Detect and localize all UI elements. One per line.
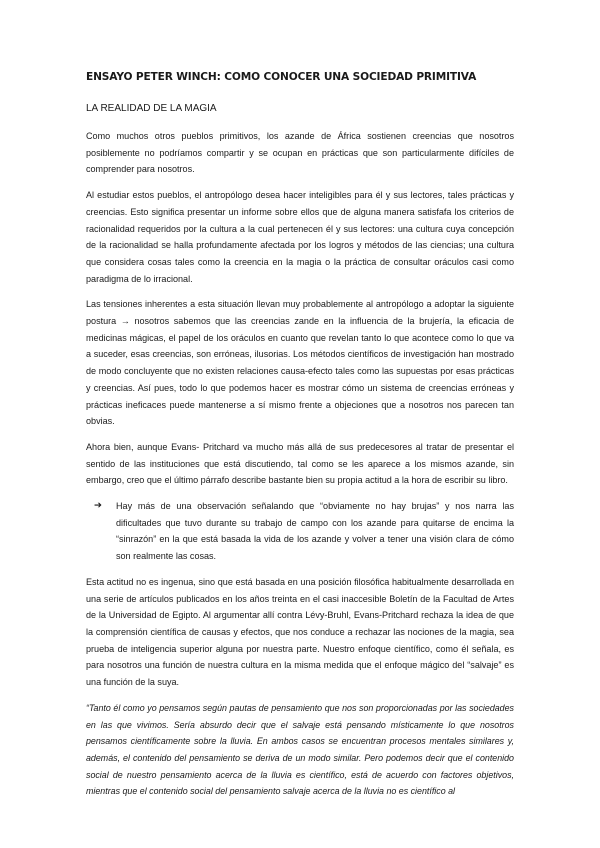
paragraph: Las tensiones inherentes a esta situación llevan muy probablemente al antropólogo a adoptar la siguiente postura → nosotros sabemos que las creencias zande en la influencia de la brujería, la eficacia de medicinas mágicas, el papel de los oráculos en cuanto que revelan tanto lo que acontece como lo que va a suceder, esas creencias, son erróneas, ilusorias. Los métodos científicos de investigación han mostrado de modo concluyente que no existen relaciones causa-efecto tales como las supuestas por esas prácticas y creencias. Así pues, todo lo que podemos hacer es mostrar cómo un sistema de creencias erróneas y prácticas ineficaces puede mantenerse a sí mismo frente a objeciones que a nosotros nos parecen tan obvias. (86, 299, 514, 427)
paragraph: Como muchos otros pueblos primitivos, los azande de África sostienen creencias que nosotros posiblemente no podríamos compartir y se ocupan en prácticas que son particularmente difíciles de comprender para nosotros. (86, 131, 514, 175)
block-quote: “Tanto él como yo pensamos según pautas de pensamiento que nos son proporcionadas por las sociedades en las que vivimos. Sería absurdo decir que el salvaje está pensando místicamente lo que nosotros pensamos científicamente sobre la lluvia. En ambos casos se encuentran procesos mentales similares y, además, el contenido del pensamiento se deriva de un modo similar. Pero podemos decir que el contenido social de nuestro pensamiento acerca de la lluvia es científico, está de acuerdo con factores objetivos, mientras que el contenido social del pensamiento salvaje acerca de la lluvia no es científico al (86, 702, 514, 797)
document-title: ENSAYO PETER WINCH: COMO CONOCER UNA SOCIEDAD PRIMITIVA (86, 71, 477, 83)
page-content (86, 69, 514, 800)
bullet-item (86, 498, 514, 565)
paragraph: Esta actitud no es ingenua, sino que está basada en una posición filosófica habitualmente desarrollada en una serie de artículos publicados en los años treinta en el casi inaccesible Boletín de la Facultad de Artes de la Universidad de Egipto. Al argumentar allí contra Lévy-Bruhl, Evans-Pritchard rechaza la idea de que la comprensión científica de causas y efectos, que nos conduce a rechazar las nociones de la magia, sea prueba de inteligencia superior alguna por nuestra parte. Nuestro enfoque científico, como él señala, es para nosotros una función de nuestra cultura en la misma medida que el enfoque mágico del “salvaje” es una función de la suya. (86, 576, 514, 688)
section-heading: LA REALIDAD DE LA MAGIA (86, 103, 217, 114)
bullet-text: Hay más de una observación señalando que “obviamente no hay brujas” y nos narra las dificultades que tuvo durante su trabajo de campo con los azande para quitarse de encima la “sinrazón” en la que está basada la vida de los azande y volver a tener una visión clara de cómo son realmente las cosas. (116, 501, 514, 562)
paragraph: Ahora bien, aunque Evans- Pritchard va mucho más allá de sus predecesores al tratar de presentar el sentido de las instituciones que está discutiendo, tal como se les aparece a los mismos azande, sin embargo, creo que el último párrafo describe bastante bien su propia actitud a la hora de escribir su libro. (86, 441, 514, 486)
paragraph: Al estudiar estos pueblos, el antropólogo desea hacer inteligibles para él y sus lectores, tales prácticas y creencias. Esto significa presentar un informe sobre ellos que de alguna manera satisfafa los criterios de racionalidad requeridos por la cultura a la cual pertenecen él y sus lectores: una cultura cuya concepción de la racionalidad se halla profundamente afectada por los logros y métodos de las ciencias; una cultura que considera cosas tales como la creencia en la magia o la práctica de consultar oráculos casi como paradigma de lo irracional. (86, 190, 514, 284)
arrow-bullet-icon: ➔ (94, 500, 102, 512)
